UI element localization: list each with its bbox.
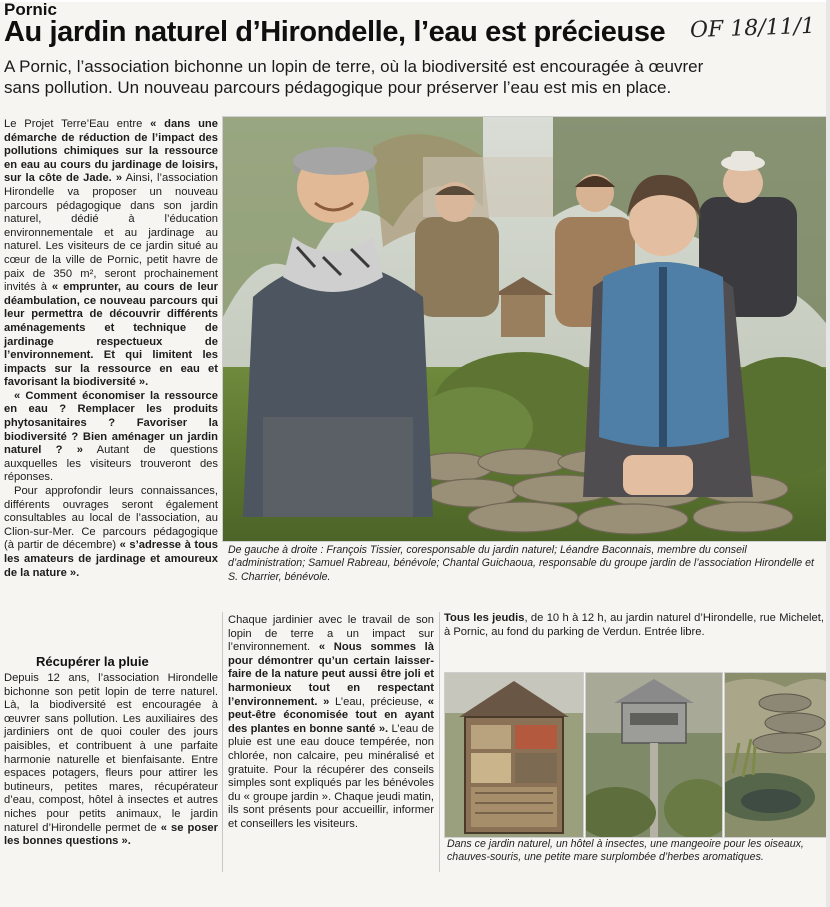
body-text: Pour approfondir leurs connaissances, différents ouvrages seront également consultables au local de l’association, au Clion-sur-Mer. Ce parcours pédagogique (à partir de décembre) bbox=[4, 485, 218, 552]
bird-feeder-illustration bbox=[586, 673, 722, 837]
bold-quote-text: Tous les jeudis bbox=[444, 612, 525, 624]
photo-insect-hotel bbox=[444, 672, 584, 838]
pond-illustration bbox=[725, 673, 829, 837]
bold-quote-text: « emprunter, au cours de leur déambulation, ce nouveau parcours qui leur permettra de découvrir différents aménagements et technique de jardinage respectueux de l’environnement. Et qui limitent les impacts sur la ressource en eau et favorisant la biodiversité ». bbox=[4, 281, 218, 389]
body-text: Autant de questions auxquelles les visiteurs trouveront des réponses. bbox=[4, 444, 218, 484]
scan-edge bbox=[0, 0, 830, 2]
body-text: L’eau, précieuse, bbox=[329, 695, 428, 708]
bold-quote-text: « dans une démarche de réduction de l’impact des pollutions chimiques sur la ressource en eau au cours du jardinage de loisirs, sur la côte de Jade. » bbox=[4, 118, 218, 185]
article-column-1 bbox=[4, 118, 218, 580]
photo-bird-feeder bbox=[585, 672, 723, 838]
main-group-photo bbox=[222, 116, 830, 542]
handwritten-date-note: OF 18/11/1 bbox=[689, 13, 816, 44]
article-standfirst: A Pornic, l’association bichonne un lopin de terre, où la biodiversité est encouragée à œuvrer sans pollution. Un nouveau parcours pédagogique pour préserver l’eau est mis en place. bbox=[4, 57, 704, 97]
bold-quote-text: « Comment économiser la ressource en eau ? Remplacer les produits phytosanitaires ? Favoriser la biodiversité ? Bien aménager un jardin naturel ? » bbox=[4, 389, 218, 457]
subheading-rain: Récupérer la pluie bbox=[36, 654, 149, 669]
bold-quote-text: « s’adresse à tous les amateurs de jardinage et amoureux de la nature ». bbox=[4, 539, 218, 579]
main-photo-caption: De gauche à droite : François Tissier, coresponsable du jardin naturel; Léandre Baconnais, membre du conseil d’administration; Samuel Rabreau, bénévole; Chantal Guichaoua, responsable du groupe jardin de l’association Hirondelle et S. Charrier, bénévole. bbox=[228, 544, 814, 583]
body-text: , de 10 h à 12 h, au jardin naturel d’Hirondelle, rue Michelet, à Pornic, au fond du parking de Verdun. Entrée libre. bbox=[444, 612, 824, 638]
column-divider bbox=[439, 612, 440, 872]
body-text: Chaque jardinier avec le travail de son lopin de terre a un impact sur l’environnement. bbox=[228, 614, 434, 654]
column-divider bbox=[222, 612, 223, 872]
article-headline: Au jardin naturel d’Hirondelle, l’eau est précieuse bbox=[4, 16, 666, 48]
body-text: Ainsi, l’association Hirondelle va proposer un nouveau parcours pédagogique dans son jardin naturel, dédié à l’éducation environnementale et au jardinage au naturel. Les visiteurs de ce jardin situé au cœur de la ville de Pornic, petit havre de paix de 350 m², seront prochainement invités à bbox=[4, 172, 218, 294]
article-column-1b bbox=[4, 672, 218, 849]
section-tag: Pornic bbox=[4, 0, 57, 19]
body-text: Depuis 12 ans, l’association Hirondelle bichonne son petit lopin de terre naturel. Là, la biodiversité est encouragée à œuvrer sans pollution. Les auxiliaires des jardiniers ont de quoi couler des jours paisibles, et contribuent à une parfaite harmonie naturelle et bienfaisante. Entre espaces potagers, fleurs pour attirer les butineurs, petites mares, récupérateur d’eau, compost, hôtel à insectes et autres niches pour petits animaux, le jardin naturel d’Hirondelle permet de bbox=[4, 672, 218, 834]
body-text: Le Projet Terre’Eau entre bbox=[4, 118, 151, 130]
bold-quote-text: « se poser les bonnes questions ». bbox=[4, 821, 218, 848]
photo-pond bbox=[724, 672, 830, 838]
article-column-3-info bbox=[444, 612, 824, 639]
insect-hotel-illustration bbox=[445, 673, 583, 837]
bold-quote-text: « Nous sommes là pour démontrer qu’un certain laisser-faire de la nature peut aussi être joli et harmonieux tout en respectant l’environnement. » bbox=[228, 641, 434, 708]
body-text: L’eau de pluie est une eau douce tempérée, non chlorée, non calcaire, peu minéralisé et gratuite. Pour la récupérer des conseils simples sont expliqués par les bénévoles du « groupe jardin ». Chaque jeudi matin, ils sont présents pour accueillir, informer et conseillers les visiteurs. bbox=[228, 722, 434, 830]
small-photos-caption: Dans ce jardin naturel, un hôtel à insectes, une mangeoire pour les oiseaux, chauves-souris, une petite mare surplombée d’herbes aromatiques. bbox=[447, 838, 804, 864]
article-column-2 bbox=[228, 614, 434, 832]
group-photo-illustration bbox=[223, 117, 829, 541]
scan-right-edge bbox=[826, 0, 830, 907]
bold-quote-text: « peut-être économisée tout en ayant des plantes en bonne santé ». bbox=[228, 695, 434, 735]
